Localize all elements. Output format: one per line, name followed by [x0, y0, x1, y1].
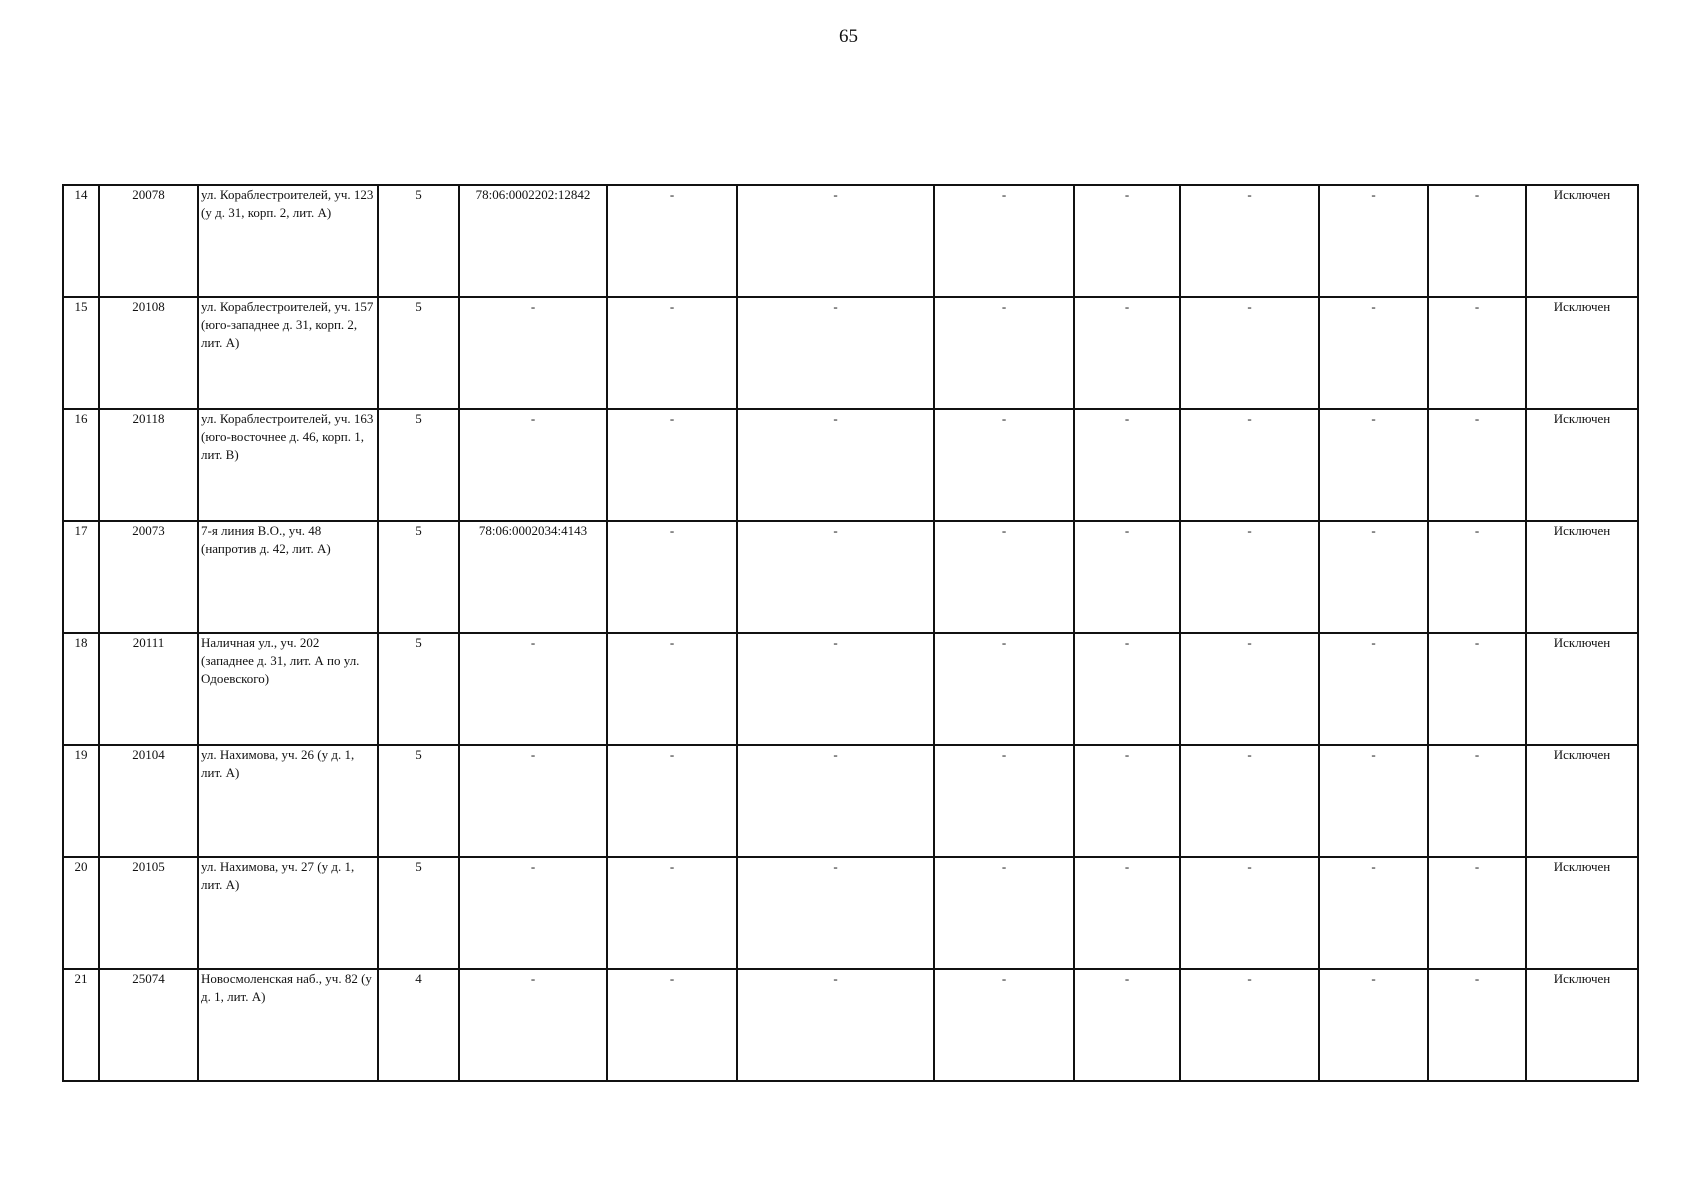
status-cell: Исключен	[1526, 745, 1638, 857]
cadastral-number-cell: -	[459, 633, 607, 745]
address-cell: ул. Нахимова, уч. 26 (у д. 1, лит. А)	[198, 745, 378, 857]
data-cell: -	[737, 521, 934, 633]
row-number-cell: 20	[63, 857, 99, 969]
object-code-cell: 25074	[99, 969, 198, 1081]
category-cell: 5	[378, 185, 459, 297]
data-cell: -	[1319, 185, 1428, 297]
row-number-cell: 14	[63, 185, 99, 297]
cadastral-number-cell: -	[459, 297, 607, 409]
data-cell: -	[607, 409, 737, 521]
row-number-cell: 17	[63, 521, 99, 633]
object-code-cell: 20104	[99, 745, 198, 857]
address-cell: ул. Нахимова, уч. 27 (у д. 1, лит. А)	[198, 857, 378, 969]
data-cell: -	[1319, 633, 1428, 745]
category-cell: 5	[378, 857, 459, 969]
data-cell: -	[737, 969, 934, 1081]
data-cell: -	[1428, 409, 1526, 521]
data-cell: -	[1319, 409, 1428, 521]
data-cell: -	[1428, 633, 1526, 745]
data-cell: -	[1428, 521, 1526, 633]
row-number-cell: 21	[63, 969, 99, 1081]
data-cell: -	[934, 297, 1074, 409]
data-cell: -	[1180, 521, 1319, 633]
table-row	[63, 745, 1638, 857]
data-cell: -	[934, 409, 1074, 521]
data-cell: -	[1180, 857, 1319, 969]
data-cell: -	[737, 857, 934, 969]
data-cell: -	[1180, 969, 1319, 1081]
object-code-cell: 20105	[99, 857, 198, 969]
data-cell: -	[934, 633, 1074, 745]
data-cell: -	[934, 857, 1074, 969]
data-cell: -	[1074, 297, 1180, 409]
address-cell: ул. Кораблестроителей, уч. 157 (юго-западнее д. 31, корп. 2, лит. А)	[198, 297, 378, 409]
status-cell: Исключен	[1526, 857, 1638, 969]
cadastral-number-cell: -	[459, 409, 607, 521]
address-cell: Наличная ул., уч. 202 (западнее д. 31, лит. А по ул. Одоевского)	[198, 633, 378, 745]
category-cell: 4	[378, 969, 459, 1081]
row-number-cell: 15	[63, 297, 99, 409]
data-cell: -	[607, 633, 737, 745]
data-cell: -	[1180, 745, 1319, 857]
data-cell: -	[1074, 969, 1180, 1081]
cadastral-number-cell: -	[459, 857, 607, 969]
object-code-cell: 20073	[99, 521, 198, 633]
address-cell: ул. Кораблестроителей, уч. 163 (юго-восточнее д. 46, корп. 1, лит. В)	[198, 409, 378, 521]
data-cell: -	[1319, 969, 1428, 1081]
data-cell: -	[1180, 297, 1319, 409]
row-number-cell: 19	[63, 745, 99, 857]
row-number-cell: 18	[63, 633, 99, 745]
object-code-cell: 20111	[99, 633, 198, 745]
data-cell: -	[934, 745, 1074, 857]
data-cell: -	[1074, 633, 1180, 745]
address-cell: ул. Кораблестроителей, уч. 123 (у д. 31, корп. 2, лит. А)	[198, 185, 378, 297]
table-row	[63, 633, 1638, 745]
data-cell: -	[1319, 297, 1428, 409]
data-cell: -	[934, 969, 1074, 1081]
data-cell: -	[1428, 745, 1526, 857]
data-cell: -	[607, 969, 737, 1081]
data-cell: -	[1428, 857, 1526, 969]
data-cell: -	[737, 745, 934, 857]
object-code-cell: 20078	[99, 185, 198, 297]
data-cell: -	[607, 745, 737, 857]
object-code-cell: 20108	[99, 297, 198, 409]
status-cell: Исключен	[1526, 185, 1638, 297]
table-row	[63, 409, 1638, 521]
data-cell: -	[1180, 633, 1319, 745]
data-cell: -	[1074, 521, 1180, 633]
table-row	[63, 521, 1638, 633]
data-cell: -	[737, 409, 934, 521]
data-cell: -	[1428, 185, 1526, 297]
data-cell: -	[1074, 185, 1180, 297]
data-cell: -	[737, 633, 934, 745]
data-cell: -	[1428, 969, 1526, 1081]
data-cell: -	[1319, 857, 1428, 969]
data-cell: -	[1428, 297, 1526, 409]
data-cell: -	[1074, 857, 1180, 969]
cadastral-number-cell: 78:06:0002034:4143	[459, 521, 607, 633]
table-row	[63, 185, 1638, 297]
registry-table	[62, 184, 1639, 1082]
category-cell: 5	[378, 409, 459, 521]
data-cell: -	[607, 521, 737, 633]
data-cell: -	[1319, 745, 1428, 857]
object-code-cell: 20118	[99, 409, 198, 521]
category-cell: 5	[378, 521, 459, 633]
data-cell: -	[607, 857, 737, 969]
data-cell: -	[934, 521, 1074, 633]
data-cell: -	[607, 185, 737, 297]
category-cell: 5	[378, 745, 459, 857]
data-cell: -	[1180, 409, 1319, 521]
address-cell: Новосмоленская наб., уч. 82 (у д. 1, лит. А)	[198, 969, 378, 1081]
data-cell: -	[1074, 745, 1180, 857]
status-cell: Исключен	[1526, 633, 1638, 745]
row-number-cell: 16	[63, 409, 99, 521]
category-cell: 5	[378, 633, 459, 745]
data-cell: -	[934, 185, 1074, 297]
table-row	[63, 297, 1638, 409]
page-number: 65	[839, 26, 858, 47]
data-cell: -	[1074, 409, 1180, 521]
table-row	[63, 969, 1638, 1081]
address-cell: 7-я линия В.О., уч. 48 (напротив д. 42, лит. А)	[198, 521, 378, 633]
status-cell: Исключен	[1526, 521, 1638, 633]
table-body	[63, 185, 1638, 1081]
status-cell: Исключен	[1526, 297, 1638, 409]
data-cell: -	[737, 185, 934, 297]
cadastral-number-cell: -	[459, 969, 607, 1081]
status-cell: Исключен	[1526, 409, 1638, 521]
data-cell: -	[1319, 521, 1428, 633]
table-row	[63, 857, 1638, 969]
cadastral-number-cell: -	[459, 745, 607, 857]
category-cell: 5	[378, 297, 459, 409]
data-cell: -	[607, 297, 737, 409]
status-cell: Исключен	[1526, 969, 1638, 1081]
data-cell: -	[737, 297, 934, 409]
cadastral-number-cell: 78:06:0002202:12842	[459, 185, 607, 297]
data-cell: -	[1180, 185, 1319, 297]
